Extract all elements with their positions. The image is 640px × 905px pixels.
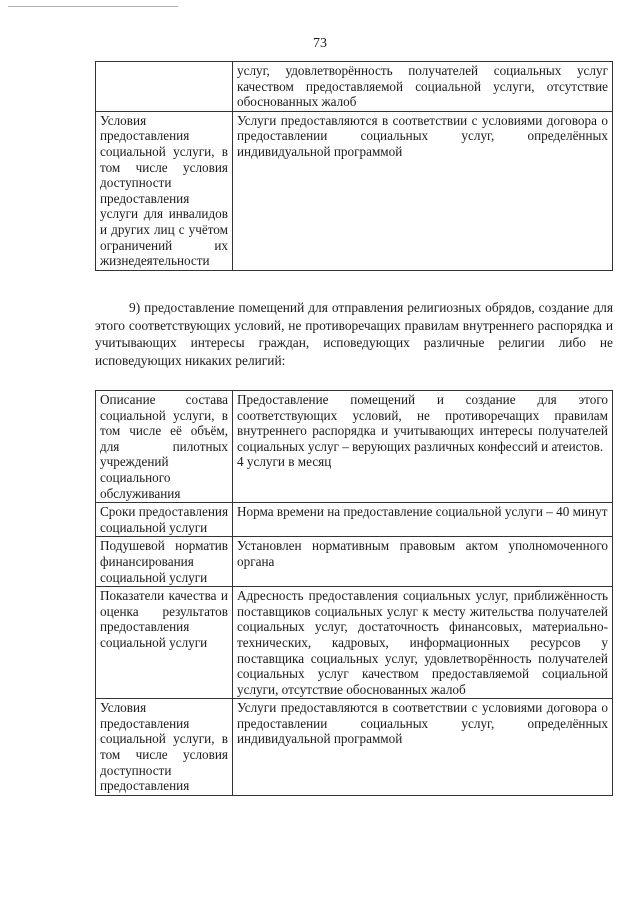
row-label: Сроки предоставления социальной услуги bbox=[96, 503, 233, 537]
row-label bbox=[96, 62, 233, 112]
row-value-text: Предоставление помещений и создание для этого соответствующих условий, не противоречащих правилам внутреннего распорядка и учитывающих интересы получателей социальных услуг – верующих различных конфессий и атеистов. bbox=[237, 392, 608, 454]
religious-services-table bbox=[95, 390, 613, 796]
row-label: Показатели качества и оценка результатов предоставления социальной услуги bbox=[96, 587, 233, 699]
row-value: Адресность предоставления социальных услуг, приближённость поставщиков социальных услуг к месту жительства получателей социальных услуг, достаточность финансовых, материально-технических, кадровых, информационных ресурсов у поставщика социальных услуг, удовлетворённость получателей социальных услуг качеством предоставляемой социальной услуги, отсутствие обоснованных жалоб bbox=[233, 587, 613, 699]
table-row bbox=[96, 587, 613, 699]
row-label: Подушевой норматив финансирования социальной услуги bbox=[96, 537, 233, 587]
row-value: Услуги предоставляются в соответствии с условиями договора о предоставлении социальных услуг, определённых индивидуальной программой bbox=[233, 699, 613, 796]
scan-edge-line bbox=[8, 6, 178, 7]
page-number: 73 bbox=[313, 36, 327, 51]
table-row bbox=[96, 111, 613, 270]
row-value-volume: 4 услуги в месяц bbox=[237, 454, 332, 470]
row-label: Условия предоставления социальной услуги, в том числе условия доступности предоставления bbox=[96, 699, 233, 796]
row-value bbox=[233, 391, 613, 503]
row-value: Услуги предоставляются в соответствии с условиями договора о предоставлении социальных услуг, определённых индивидуальной программой bbox=[233, 111, 613, 270]
section-paragraph: 9) предоставление помещений для отправления религиозных обрядов, создание для этого соответствующих условий, не противоречащих правилам внутреннего распорядка и учитывающих интересы граждан, исповедующих различные религии либо не исповедующих никаких религий: bbox=[95, 300, 613, 368]
row-value: Норма времени на предоставление социальной услуги – 40 минут bbox=[233, 503, 613, 537]
table-row bbox=[96, 699, 613, 796]
table-row bbox=[96, 391, 613, 503]
row-value: услуг, удовлетворённость получателей социальных услуг качеством предоставляемой социальной услуги, отсутствие обоснованных жалоб bbox=[233, 62, 613, 112]
row-value: Установлен нормативным правовым актом уполномоченного органа bbox=[233, 537, 613, 587]
row-label: Описание состава социальной услуги, в том числе её объём, для пилотных учреждений социального обслуживания bbox=[96, 391, 233, 503]
row-label: Условия предоставления социальной услуги, в том числе условия доступности предоставления услуги для инвалидов и других лиц с учётом ограничений их жизнедеятельности bbox=[96, 111, 233, 270]
table-row bbox=[96, 62, 613, 112]
table-row bbox=[96, 537, 613, 587]
table-row bbox=[96, 503, 613, 537]
services-table-continued bbox=[95, 61, 613, 271]
